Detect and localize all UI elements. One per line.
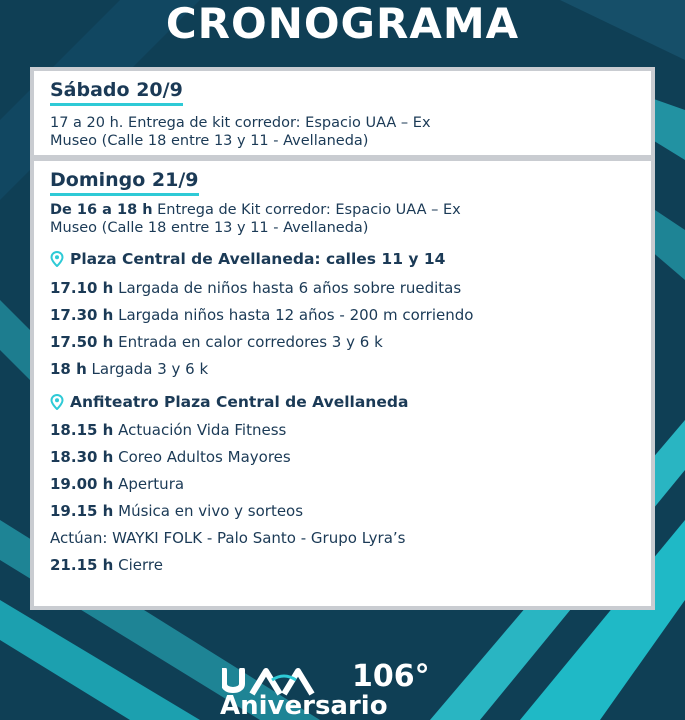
row-time: 17.30 h <box>50 306 114 324</box>
row-time: 18.15 h <box>50 421 114 439</box>
sunday-heading: Domingo 21/9 <box>50 169 199 196</box>
row-time: 18.30 h <box>50 448 114 466</box>
anniversary-number: 106° <box>352 659 430 694</box>
anniversary-label: Aniversario <box>220 691 388 720</box>
performers-line: Actúan: WAYKI FOLK - Palo Santo - Grupo Lyra’s <box>50 529 406 547</box>
saturday-line-1 <box>50 114 651 132</box>
row-text: Cierre <box>113 556 163 574</box>
sunday-card <box>30 157 655 610</box>
sunday-intro-line-2: Museo (Calle 18 entre 13 y 11 - Avellaneda) <box>50 220 369 236</box>
row-text: Actuación Vida Fitness <box>113 421 287 439</box>
row-text: Apertura <box>113 475 185 493</box>
row-time: 17.50 h <box>50 333 114 351</box>
row-text: Coreo Adultos Mayores <box>113 448 291 466</box>
sunday-intro-time: De 16 a 18 h <box>50 202 153 218</box>
schedule-row <box>50 448 651 466</box>
sunday-intro-line-1 <box>50 201 651 219</box>
schedule-row <box>50 421 651 439</box>
schedule-row <box>50 306 651 324</box>
row-time: 21.15 h <box>50 556 114 574</box>
saturday-text-1: Entrega de kit corredor: Espacio UAA – Ex <box>123 115 431 131</box>
sunday-intro-text-1: Entrega de Kit corredor: Espacio UAA – Ex <box>152 202 461 218</box>
row-text: Largada de niños hasta 6 años sobre rueditas <box>113 279 462 297</box>
row-text: Largada 3 y 6 k <box>86 360 209 378</box>
schedule-row <box>50 475 651 493</box>
row-text: Música en vivo y sorteos <box>113 502 304 520</box>
saturday-card <box>30 67 655 159</box>
saturday-time: 17 a 20 h. <box>50 115 124 131</box>
location-pin-icon <box>50 394 64 410</box>
location-anfiteatro <box>50 392 651 412</box>
location-2-label: Anfiteatro Plaza Central de Avellaneda <box>70 393 409 411</box>
footer <box>0 660 685 720</box>
schedule-row <box>50 333 651 351</box>
row-time: 18 h <box>50 360 87 378</box>
page-title: CRONOGRAMA <box>165 0 520 48</box>
row-text: Largada niños hasta 12 años - 200 m corriendo <box>113 306 474 324</box>
saturday-line-2: Museo (Calle 18 entre 13 y 11 - Avellaneda) <box>50 133 369 149</box>
row-text: Entrada en calor corredores 3 y 6 k <box>113 333 383 351</box>
schedule-row <box>50 279 651 297</box>
row-time: 19.00 h <box>50 475 114 493</box>
schedule-row <box>50 502 651 520</box>
location-pin-icon <box>50 251 64 267</box>
location-plaza-central <box>50 249 651 269</box>
saturday-heading: Sábado 20/9 <box>50 79 183 106</box>
row-time: 17.10 h <box>50 279 114 297</box>
schedule-row <box>50 360 651 378</box>
schedule-row <box>50 556 651 574</box>
row-time: 19.15 h <box>50 502 114 520</box>
location-1-label: Plaza Central de Avellaneda: calles 11 y 14 <box>70 250 446 268</box>
